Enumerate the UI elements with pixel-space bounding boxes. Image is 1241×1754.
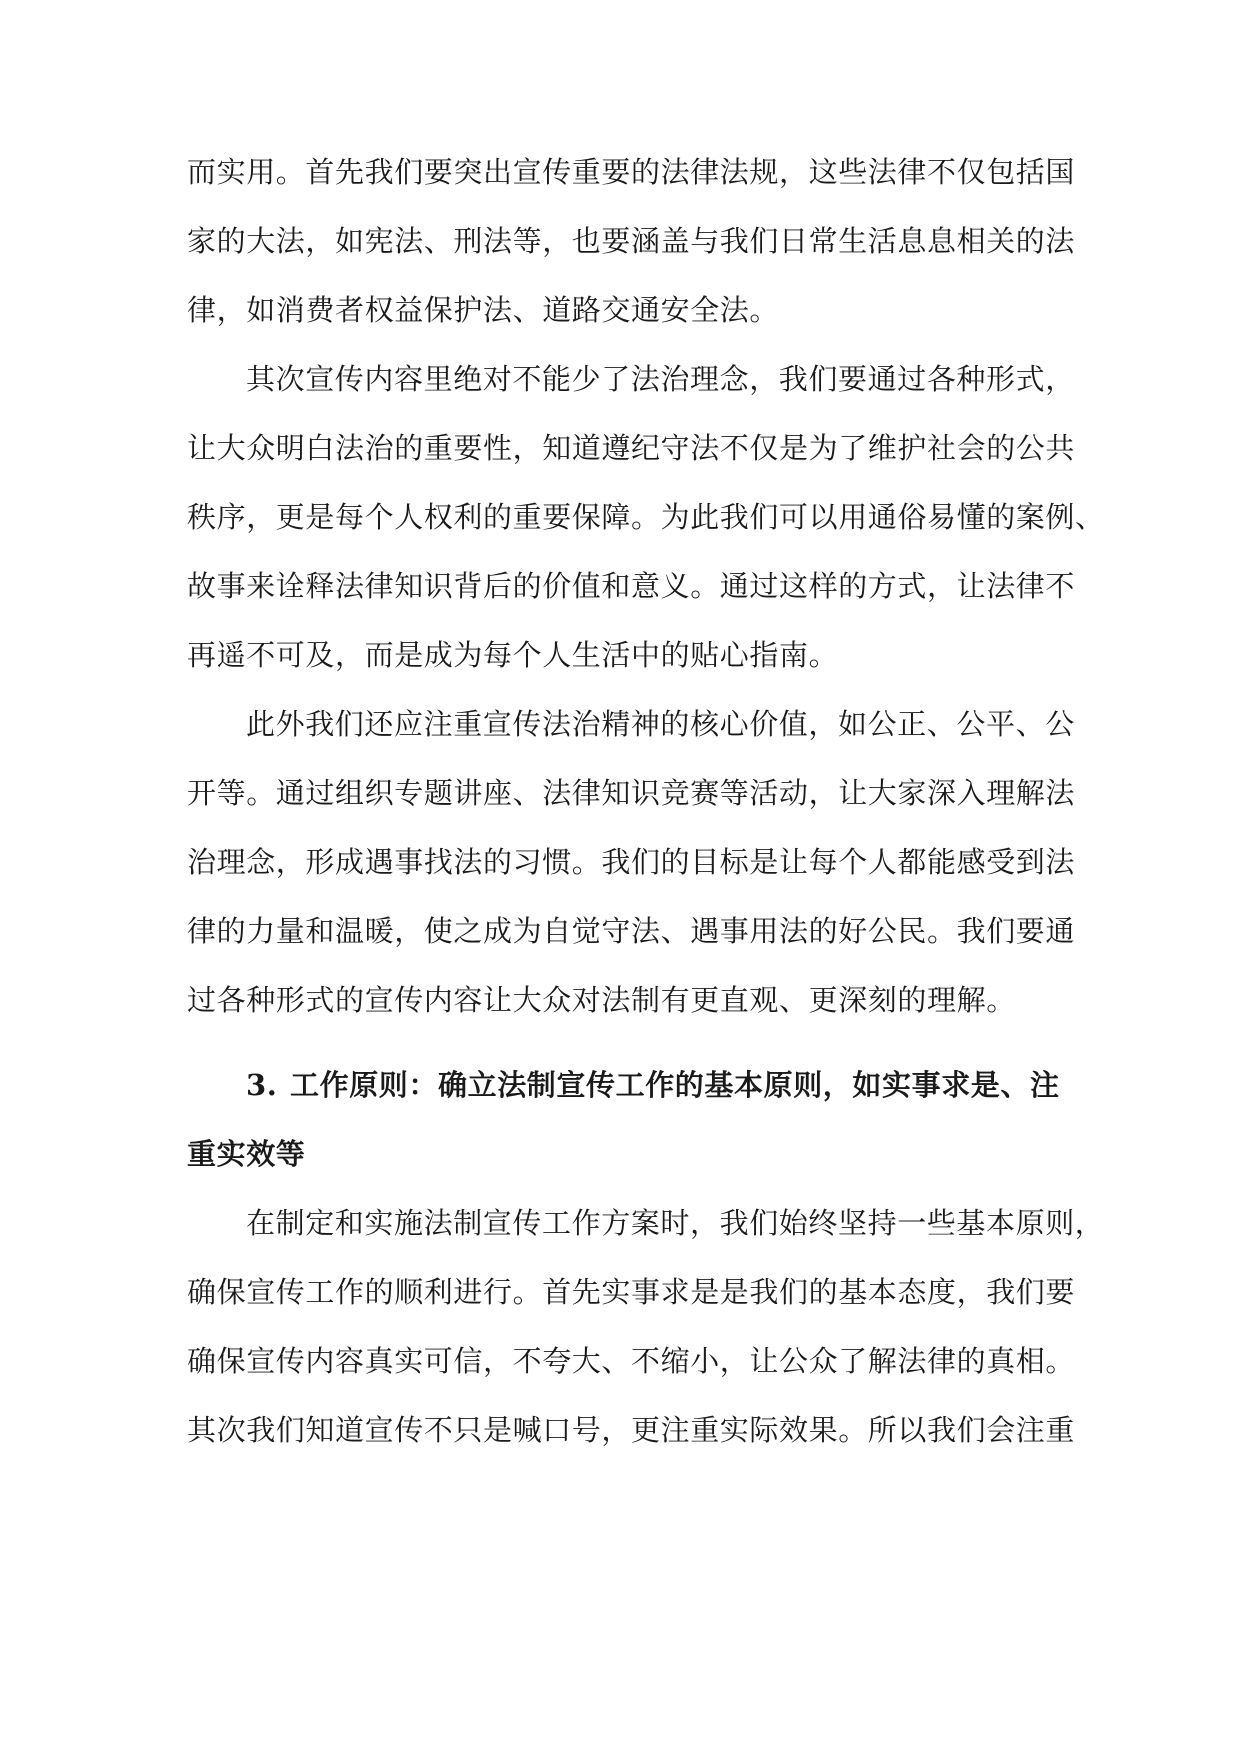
text-line: 秩序，更是每个人权利的重要保障。为此我们可以用通俗易懂的案例、 (187, 500, 1105, 534)
text-line: 其次宣传内容里绝对不能少了法治理念，我们要通过各种形式， (246, 362, 1075, 396)
text-line: 在制定和实施法制宣传工作方案时，我们始终坚持一些基本原则， (246, 1206, 1105, 1240)
text-line: 让大众明白法治的重要性，知道遵纪守法不仅是为了维护社会的公共 (187, 431, 1076, 465)
text-line: 律，如消费者权益保护法、道路交通安全法。 (187, 293, 780, 327)
text-line: 确保宣传工作的顺利进行。首先实事求是是我们的基本态度，我们要 (187, 1275, 1076, 1309)
text-line: 此外我们还应注重宣传法治精神的核心价值，如公正、公平、公 (246, 707, 1075, 741)
text-line: 过各种形式的宣传内容让大众对法制有更直观、更深刻的理解。 (187, 983, 1016, 1017)
text-line: 而实用。首先我们要突出宣传重要的法律法规，这些法律不仅包括国 (187, 155, 1076, 189)
text-line: 确保宣传内容真实可信，不夸大、不缩小，让公众了解法律的真相。 (187, 1344, 1076, 1378)
heading-line: 重实效等 (187, 1137, 306, 1171)
text-line: 家的大法，如宪法、刑法等，也要涵盖与我们日常生活息息相关的法 (187, 224, 1076, 258)
text-line: 律的力量和温暖，使之成为自觉守法、遇事用法的好公民。我们要通 (187, 914, 1076, 948)
text-line: 开等。通过组织专题讲座、法律知识竞赛等活动，让大家深入理解法 (187, 776, 1076, 810)
text-line: 治理念，形成遇事找法的习惯。我们的目标是让每个人都能感受到法 (187, 845, 1076, 879)
text-line: 再遥不可及，而是成为每个人生活中的贴心指南。 (187, 638, 839, 672)
text-line: 其次我们知道宣传不只是喊口号，更注重实际效果。所以我们会注重 (187, 1413, 1076, 1447)
text-line: 故事来诠释法律知识背后的价值和意义。通过这样的方式，让法律不 (187, 569, 1076, 603)
heading-line: 工作原则：确立法制宣传工作的基本原则，如实事求是、注 (290, 1068, 1060, 1102)
heading-number: 3. (246, 1068, 278, 1102)
